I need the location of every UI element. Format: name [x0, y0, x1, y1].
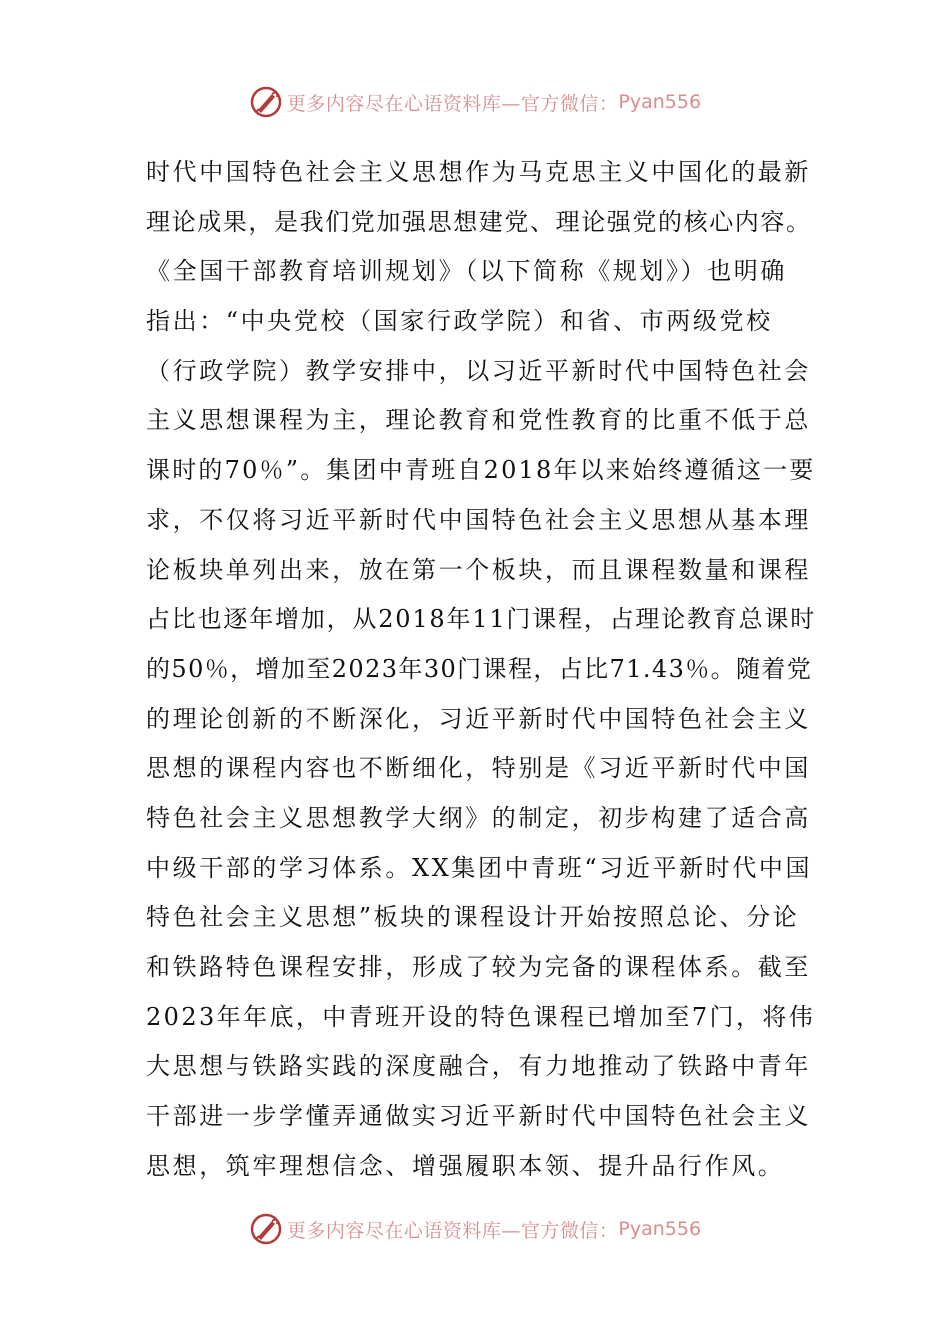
body-text-line: 思想的课程内容也不断细化，特别是《习近平新时代中国 — [146, 754, 811, 783]
body-text-line: 干部进一步学懂弄通做实习近平新时代中国特色社会主义 — [146, 1102, 811, 1131]
document-body — [146, 148, 816, 1191]
header-banner-handle: Pyan556 — [618, 91, 702, 113]
body-text-line: 中级干部的学习体系。XX集团中青班“习近平新时代中国 — [146, 853, 813, 882]
body-text-line: 大思想与铁路实践的深度融合，有力地推动了铁路中青年 — [146, 1052, 811, 1081]
body-text-line: 的理论创新的不断深化，习近平新时代中国特色社会主义 — [146, 704, 811, 733]
body-text-line: 课时的70％”。集团中青班自2018年以来始终遵循这一要 — [146, 456, 816, 485]
quill-logo-icon — [249, 85, 283, 119]
header-watermark-banner — [0, 82, 950, 122]
footer-banner-handle: Pyan556 — [618, 1218, 702, 1240]
quill-logo-icon — [249, 1212, 283, 1246]
body-text-line: 指出：“中央党校（国家行政学院）和省、市两级党校 — [146, 307, 773, 336]
body-text-line: 主义思想课程为主，理论教育和党性教育的比重不低于总 — [146, 406, 811, 435]
body-text-line: 的50％，增加至2023年30门课程，占比71.43％。随着党 — [146, 654, 813, 683]
body-text-line: 论板块单列出来，放在第一个板块，而且课程数量和课程 — [146, 555, 811, 584]
body-text-line: 思想，筑牢理想信念、增强履职本领、提升品行作风。 — [146, 1151, 785, 1180]
body-text-line: 特色社会主义思想”板块的课程设计开始按照总论、分论 — [146, 903, 800, 932]
body-text-line: 2023年年底，中青班开设的特色课程已增加至7门，将伟 — [146, 1002, 816, 1031]
body-text-line: （行政学院）教学安排中，以习近平新时代中国特色社会 — [146, 356, 811, 385]
body-text-line: 和铁路特色课程安排，形成了较为完备的课程体系。截至 — [146, 953, 811, 981]
body-text-line: 特色社会主义思想教学大纲》的制定，初步构建了适合高 — [146, 803, 811, 832]
body-text-line: 求，不仅将习近平新时代中国特色社会主义思想从基本理 — [146, 505, 811, 534]
body-text-line: 《全国干部教育培训规划》（以下简称《规划》）也明确 — [146, 257, 787, 286]
body-text-line: 时代中国特色社会主义思想作为马克思主义中国化的最新 — [146, 158, 811, 186]
body-text-line: 占比也逐年增加，从2018年11门课程，占理论教育总课时 — [146, 605, 817, 634]
footer-watermark-banner — [0, 1209, 950, 1249]
header-banner-text: 更多内容尽在心语资料库—官方微信： — [286, 92, 619, 115]
footer-banner-text: 更多内容尽在心语资料库—官方微信： — [286, 1219, 619, 1242]
body-text-line: 理论成果，是我们党加强思想建党、理论强党的核心内容。 — [146, 207, 812, 236]
